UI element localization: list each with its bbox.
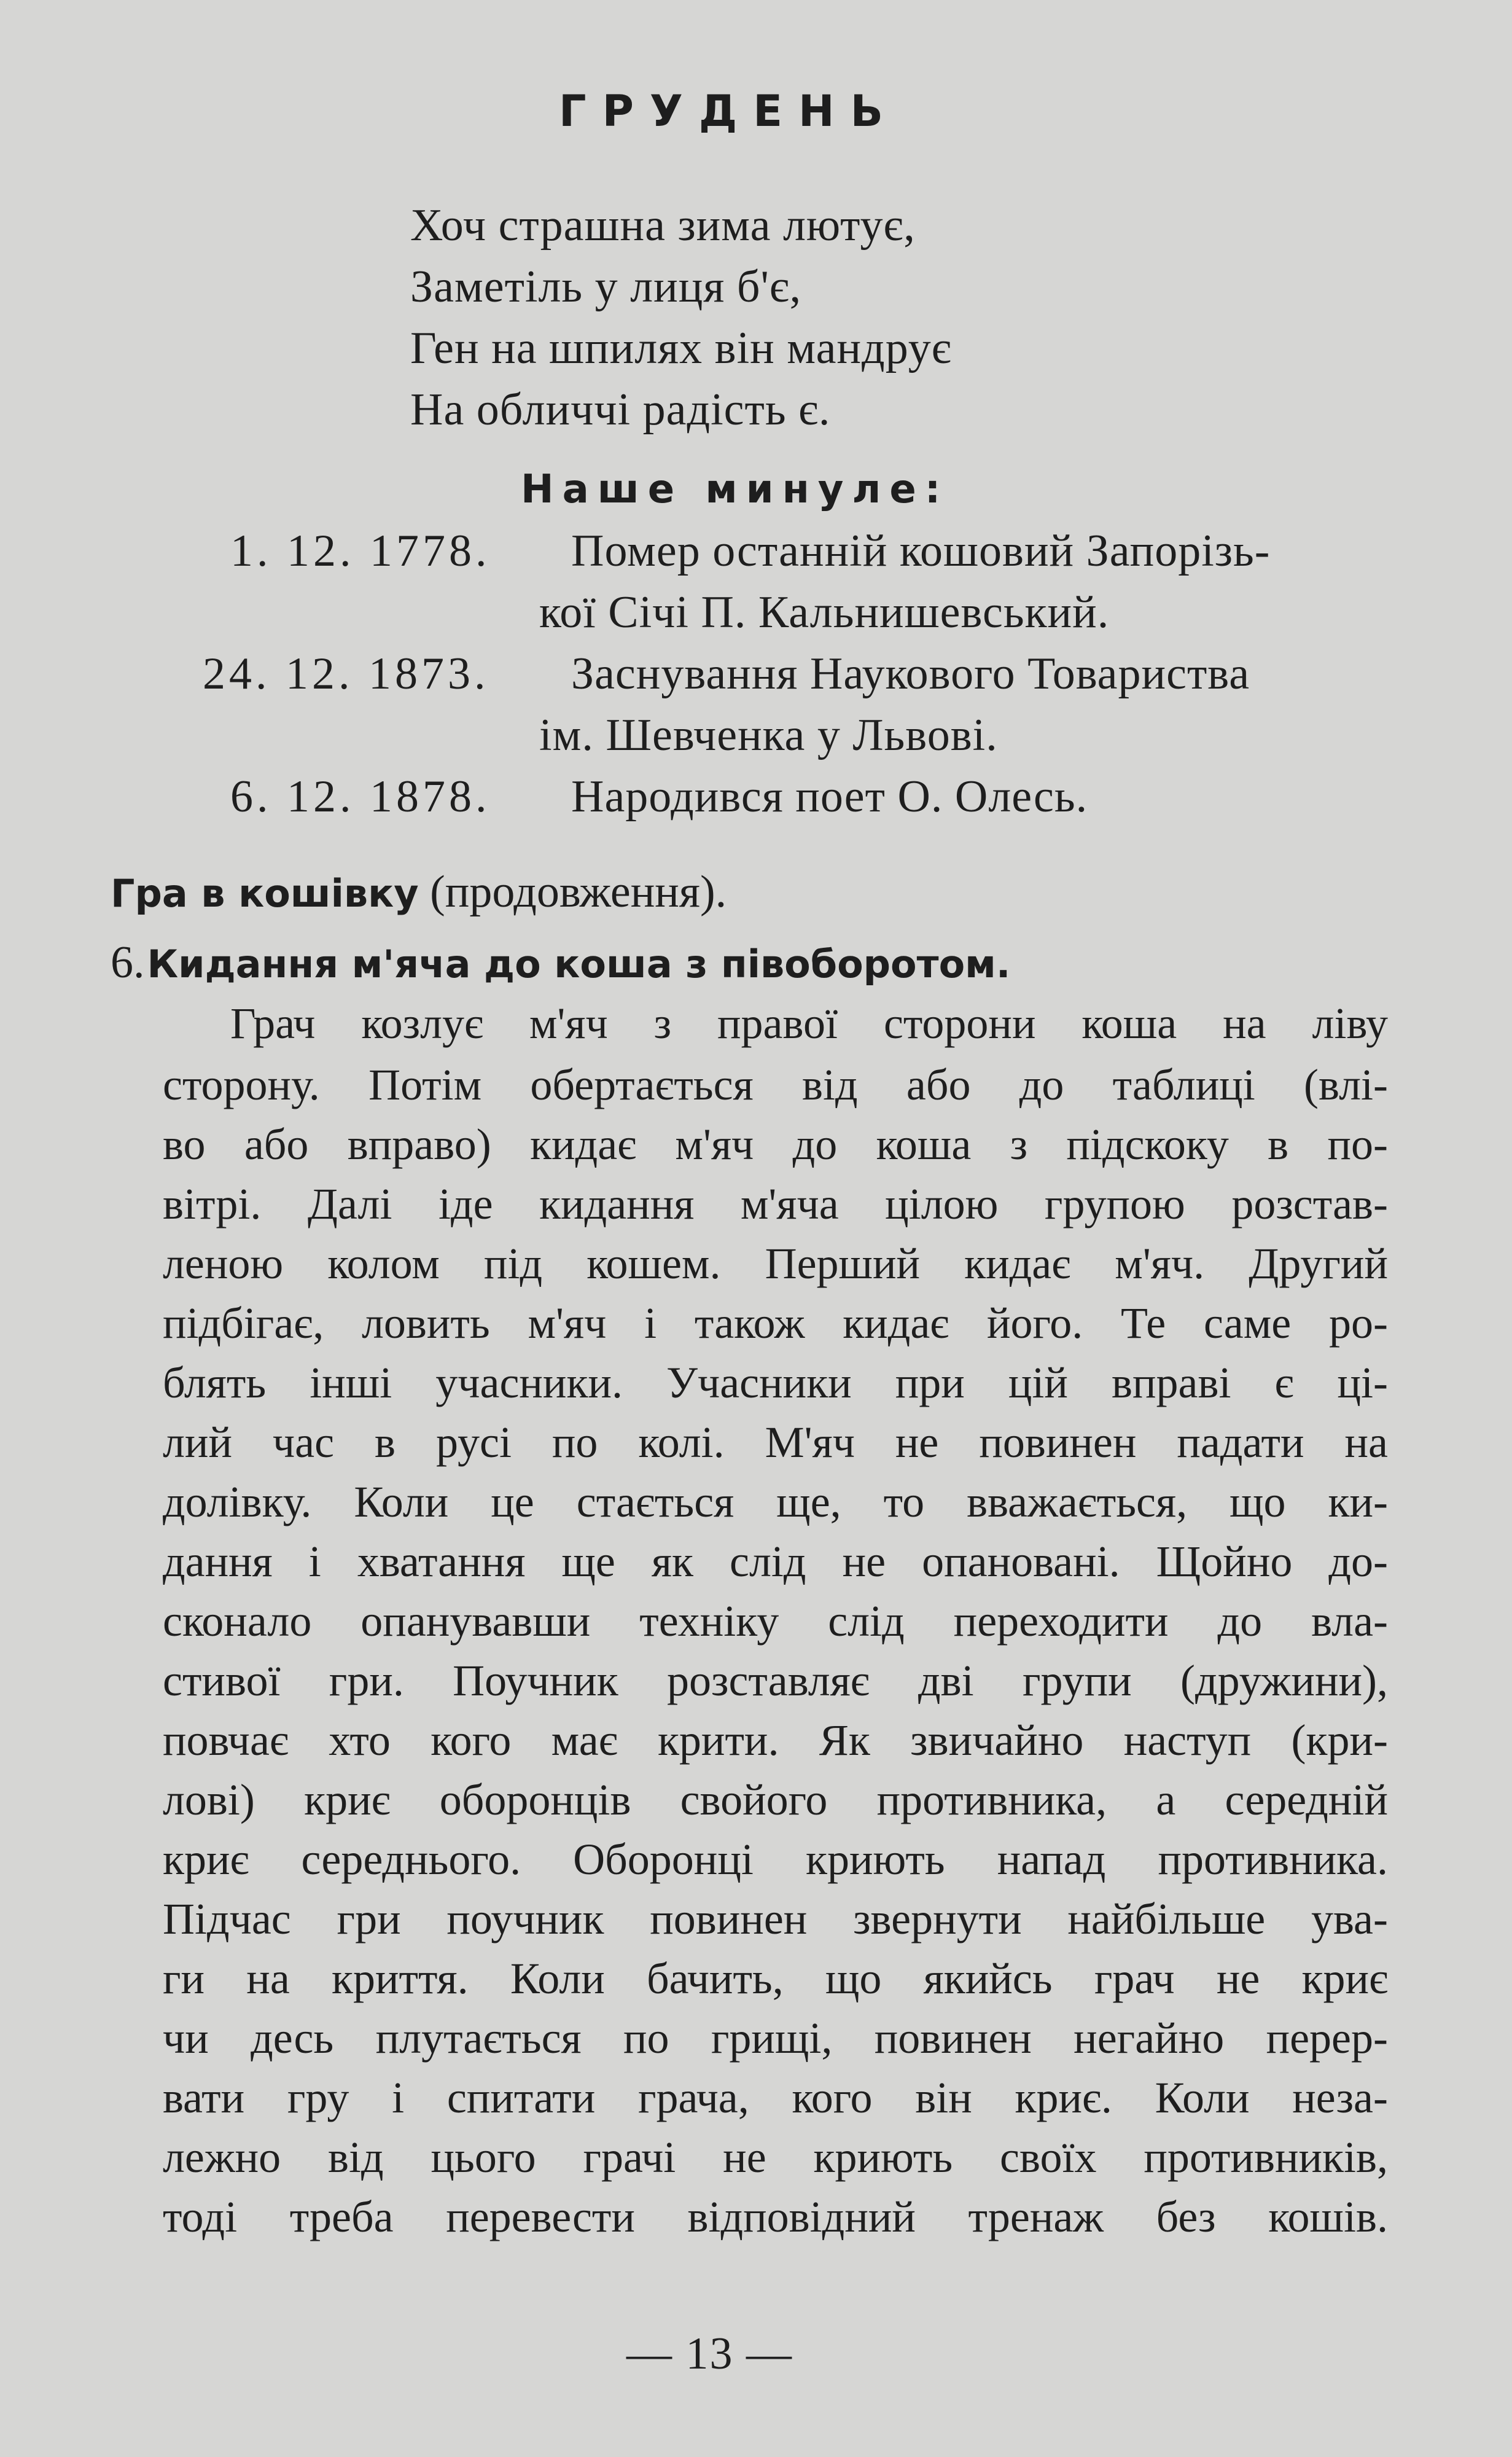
event-text: Заснування Наукового Товариства [571, 649, 1250, 699]
paragraph-line: Підчас гри поучник повинен звернути найбільше ува- [163, 1894, 1388, 1943]
poem-line: Ген на шпилях він мандрує [410, 323, 952, 373]
paragraph-line: леною колом під кошем. Перший кидає м'яч. Другий [163, 1239, 1388, 1288]
game-title-suffix: (продовження). [430, 867, 727, 917]
game-title: Гра в кошівку [111, 871, 419, 916]
paragraph-line: лий час в русі по колі. М'яч не повинен падати на [163, 1418, 1388, 1467]
paragraph-line: чи десь плутається по грищі, повинен негайно перер- [163, 2014, 1388, 2063]
event-date: 1. 12. 1778. [230, 526, 491, 576]
event-text: кої Січі П. Кальнишевський. [539, 587, 1110, 638]
poem-line: Заметіль у лиця б'є, [410, 262, 802, 312]
paragraph-line: ги на криття. Коли бачить, що якийсь грач не криє [163, 1954, 1388, 2003]
exercise-number: 6. [111, 937, 145, 988]
paragraph-line: Грач козлує м'яч з правої сторони коша на ліву [230, 999, 1388, 1048]
event-date: 24. 12. 1873. [203, 649, 489, 699]
page-number: — 13 — [626, 2329, 793, 2379]
paragraph-line: сторону. Потім обертається від або до таблиці (влі- [163, 1060, 1388, 1109]
exercise-title-line [111, 937, 1010, 989]
paragraph-line: вітрі. Далі іде кидання м'яча цілою групою розстав- [163, 1179, 1388, 1228]
paragraph-line: долівку. Коли це стається ще, то вважається, що ки- [163, 1477, 1388, 1526]
paragraph-line: блять інші учасники. Учасники при цій вправі є ці- [163, 1358, 1388, 1407]
paragraph-line: тоді треба перевести відповідний тренаж без кошів. [163, 2192, 1388, 2241]
event-date: 6. 12. 1878. [230, 771, 491, 822]
paragraph-line: криє середнього. Оборонці криють напад противника. [163, 1835, 1388, 1884]
poem-line: Хоч страшна зима лютує, [410, 200, 916, 251]
paragraph-line: лові) криє оборонців свойого противника, а середній [163, 1775, 1388, 1824]
game-title-line [111, 866, 727, 918]
event-text: Народився поет О. Олесь. [571, 771, 1088, 822]
past-heading: Наше минуле: [521, 467, 949, 512]
paragraph-line: лежно від цього грачі не криють своїх противників, [163, 2133, 1388, 2182]
exercise-title: Кидання м'яча до коша з півоборотом. [147, 942, 1011, 986]
paragraph-line: стивої гри. Поучник розставляє дві групи (дружини), [163, 1656, 1388, 1705]
event-text: ім. Шевченка у Львові. [539, 710, 998, 760]
paragraph-line: дання і хватання ще як слід не опановані. Щойно до- [163, 1537, 1388, 1586]
paragraph-line: сконало опанувавши техніку слід переходити до вла- [163, 1596, 1388, 1646]
paragraph-line: во або вправо) кидає м'яч до коша з підскоку в по- [163, 1120, 1388, 1169]
poem-line: На обличчі радість є. [410, 385, 831, 435]
month-heading: ГРУДЕНЬ [559, 86, 899, 136]
paragraph-line: вати гру і спитати грача, кого він криє. Коли неза- [163, 2073, 1388, 2122]
paragraph-line: повчає хто кого має крити. Як звичайно наступ (кри- [163, 1716, 1388, 1765]
paragraph-line: підбігає, ловить м'яч і також кидає його. Те саме ро- [163, 1299, 1388, 1348]
event-text: Помер останній кошовий Запорізь- [571, 526, 1271, 576]
